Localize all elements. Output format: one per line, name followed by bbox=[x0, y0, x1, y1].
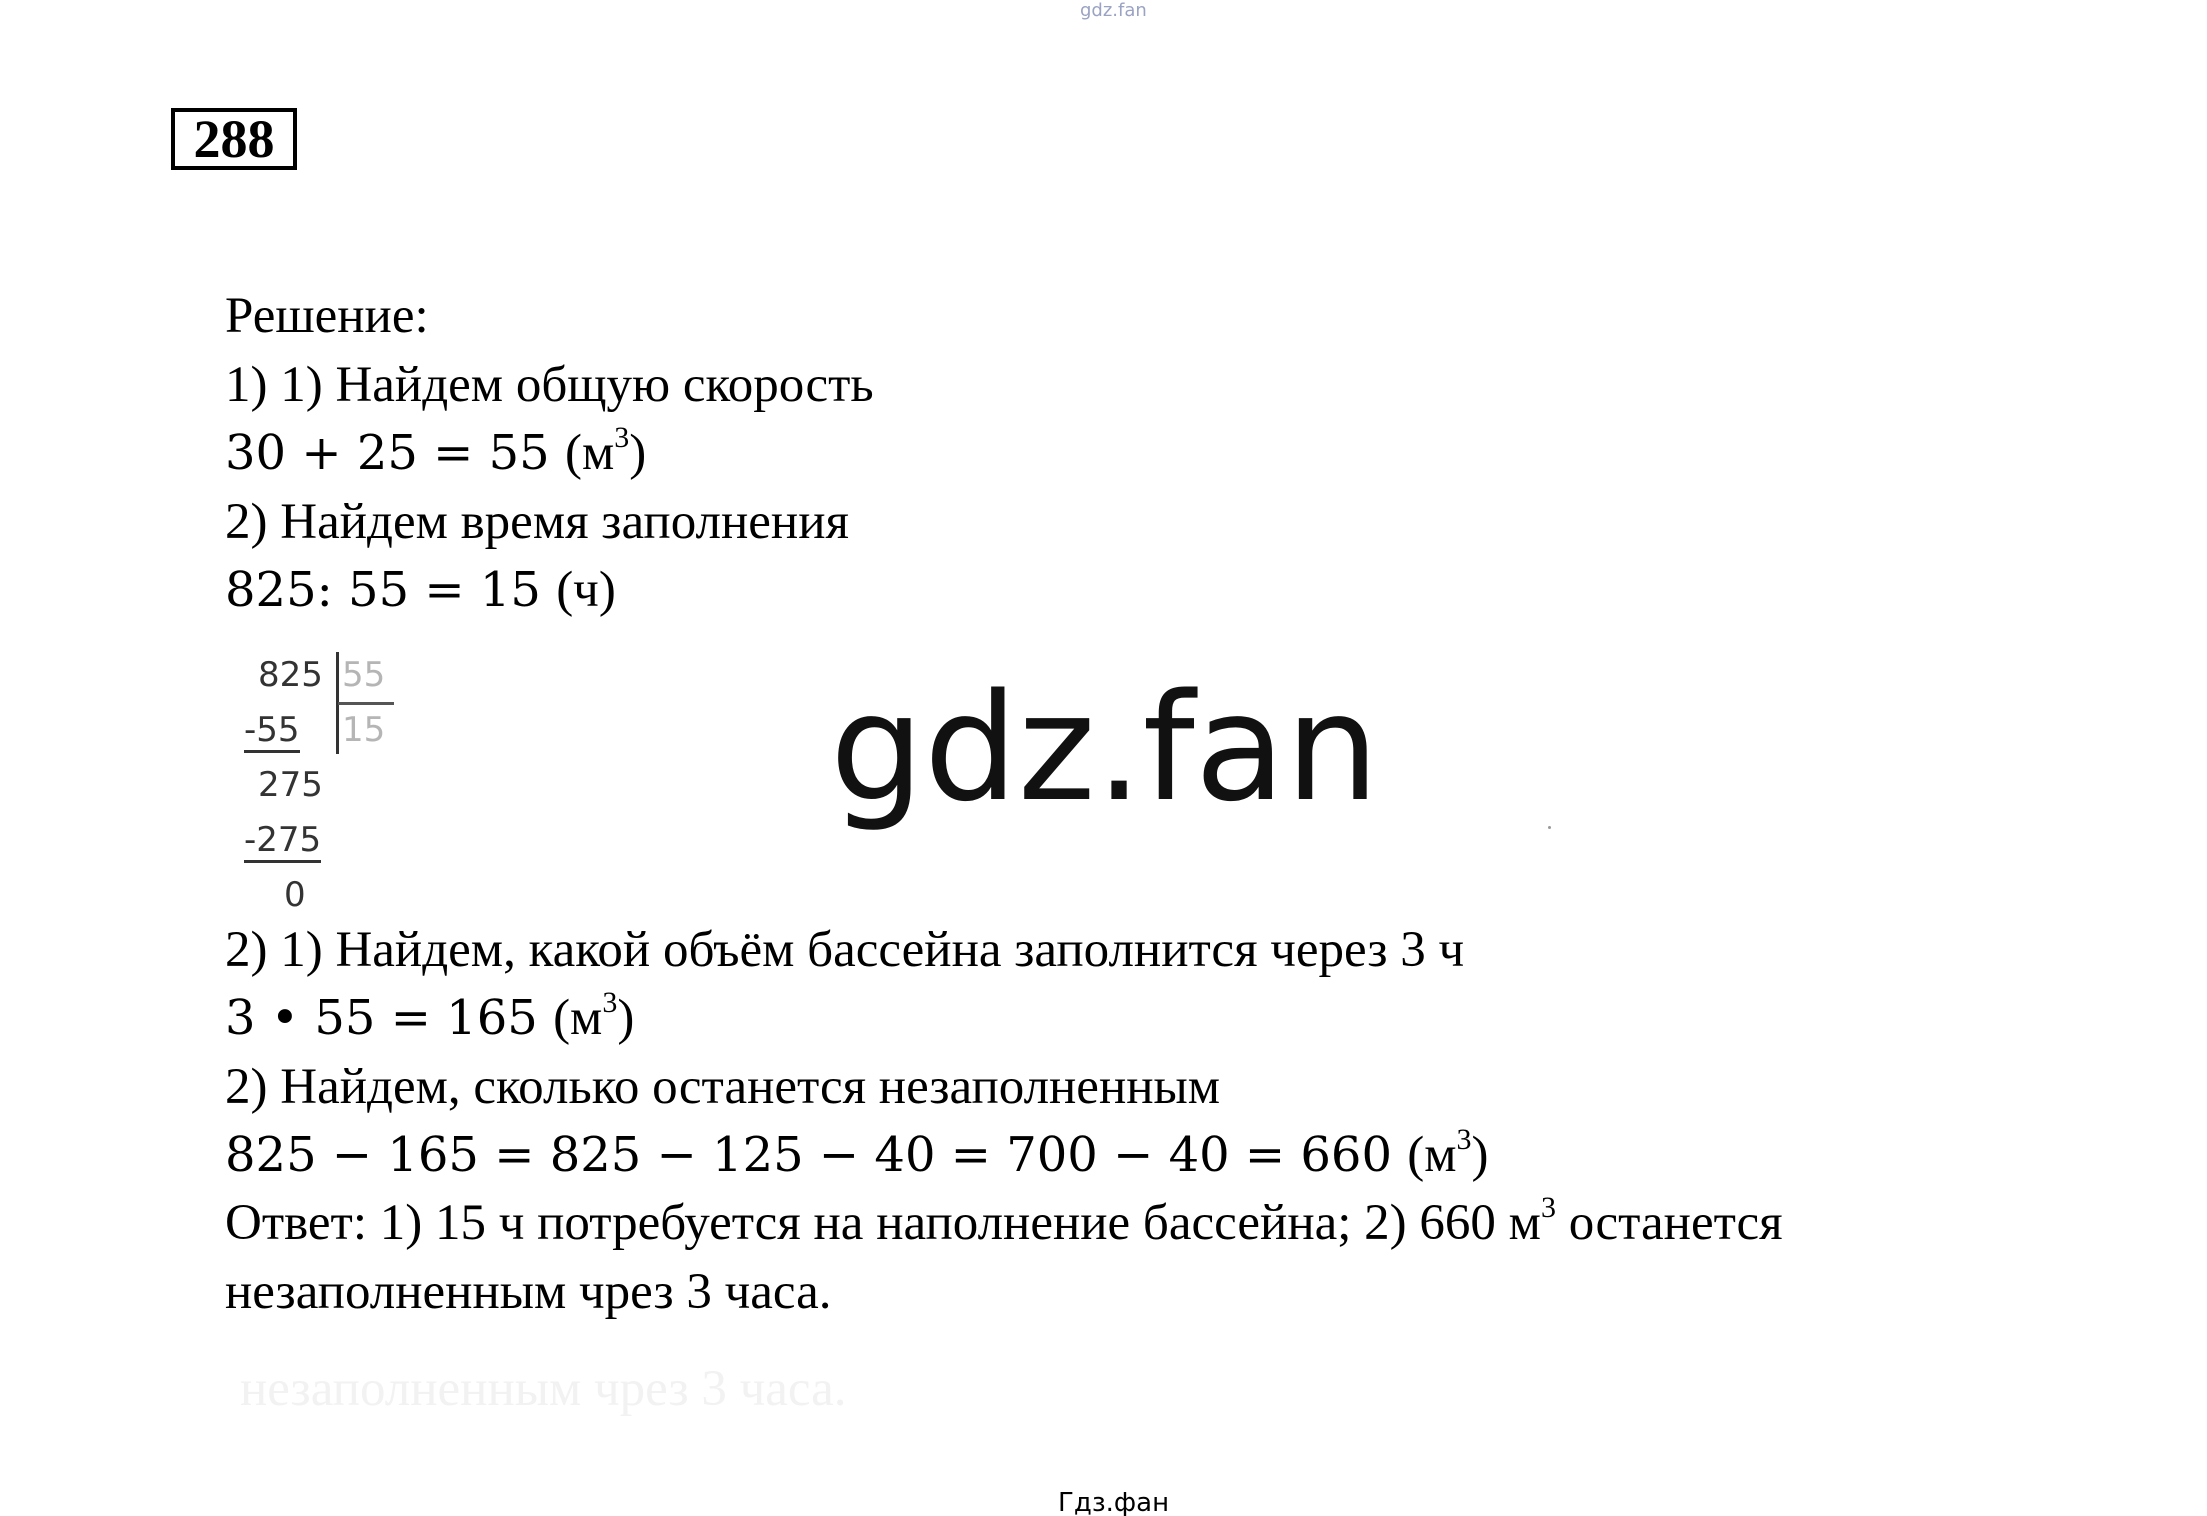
unit-text: $(м^3)$ bbox=[564, 421, 647, 481]
ld-dividend: 825 bbox=[258, 655, 323, 695]
ld-remainder1: 275 bbox=[258, 765, 323, 805]
speck bbox=[1548, 826, 1551, 829]
unit-text: (ч) bbox=[556, 562, 616, 618]
part1-equation1 bbox=[225, 423, 646, 483]
unit-exponent: 3 bbox=[614, 421, 630, 454]
part2-equation2 bbox=[225, 1125, 1489, 1185]
answer-text-b: останется bbox=[1555, 1195, 1783, 1251]
unit-text: $(м^3)$ bbox=[1407, 1123, 1489, 1183]
answer-text-a: Ответ: 1) 15 ч потребуется на наполнение бассейна; 2) 660 м bbox=[225, 1195, 1541, 1251]
ghost-text: незаполненным чрез 3 часа. bbox=[240, 1361, 847, 1417]
equation-text: 825 − 165 = 825 − 125 − 40 = 700 − 40 = 660 bbox=[225, 1127, 1392, 1183]
ld-result: 0 bbox=[284, 875, 306, 915]
part2-equation1 bbox=[225, 988, 634, 1048]
ld-horizontal-line bbox=[338, 702, 394, 705]
ld-quotient: 15 bbox=[342, 710, 386, 750]
unit-exponent: 3 bbox=[602, 986, 618, 1019]
ld-subtract2: -275 bbox=[244, 820, 321, 863]
solution-title: Решение: bbox=[225, 288, 429, 344]
unit-exponent: 3 bbox=[1456, 1123, 1472, 1156]
site-mark: gdz.fan bbox=[1080, 0, 1147, 21]
part2-step1: 2) 1) Найдем, какой объём бассейна заполнится через 3 ч bbox=[225, 922, 1465, 978]
unit-exponent: 3 bbox=[1540, 1191, 1556, 1224]
answer-line2: незаполненным чрез 3 часа. bbox=[225, 1264, 832, 1320]
part1-step2: 2) Найдем время заполнения bbox=[225, 494, 849, 550]
part2-step2: 2) Найдем, сколько останется незаполненным bbox=[225, 1059, 1221, 1115]
watermark: gdz.fan bbox=[830, 662, 1380, 834]
equation-text: 30 + 25 = 55 bbox=[225, 425, 550, 481]
equation-text: 825: 55 = 15 bbox=[225, 562, 541, 618]
footer-mark: Гдз.фан bbox=[1058, 1488, 1170, 1516]
answer-line1 bbox=[225, 1193, 1783, 1253]
part1-step1: 1) 1) Найдем общую скорость bbox=[225, 357, 874, 413]
part1-equation2 bbox=[225, 560, 616, 620]
task-number: 288 bbox=[171, 108, 297, 170]
unit-text: $(м^3)$ bbox=[553, 986, 635, 1046]
ld-divisor: 55 bbox=[342, 655, 386, 695]
equation-text: 3 • 55 = 165 bbox=[225, 990, 538, 1046]
ld-subtract1: -55 bbox=[244, 710, 300, 753]
